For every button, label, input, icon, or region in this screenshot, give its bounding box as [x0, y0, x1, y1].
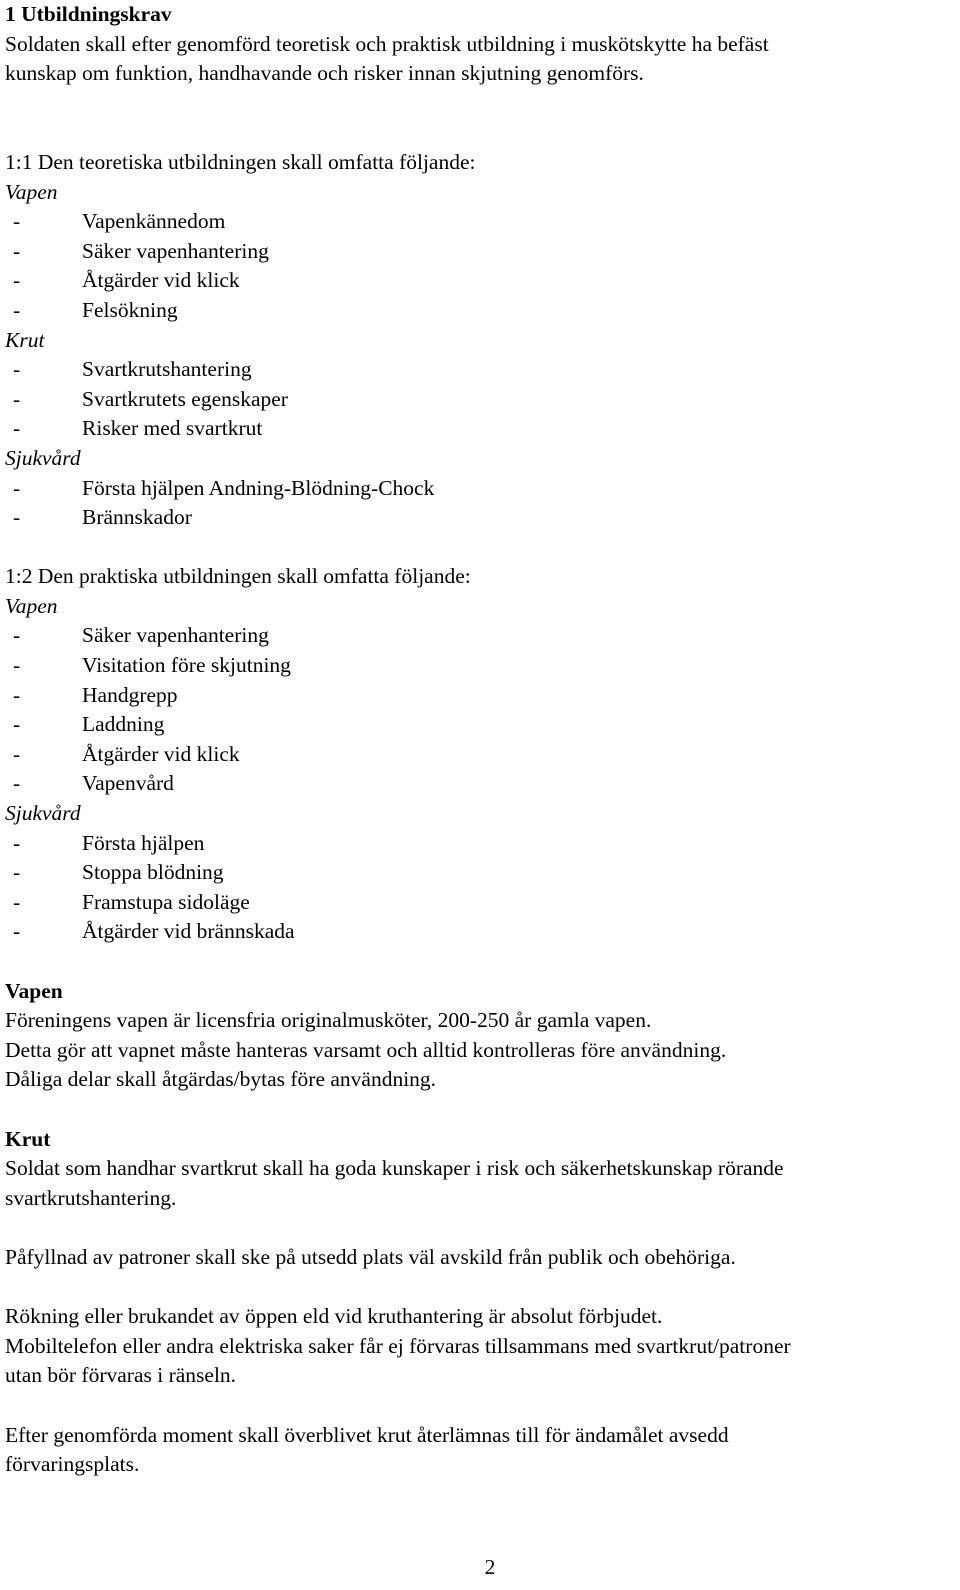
body-line: Dåliga delar skall åtgärdas/bytas före användning. — [5, 1067, 437, 1092]
list-item: - Framstupa sidoläge — [13, 889, 250, 914]
body-line: svartkrutshantering. — [5, 1185, 177, 1210]
body-line: Soldat som handhar svartkrut skall ha goda kunskaper i risk och säkerhetskunskap rörande — [5, 1156, 784, 1181]
list-item: - Åtgärder vid klick — [13, 741, 240, 766]
list-item: - Felsökning — [13, 297, 178, 322]
section-title: 1 Utbildningskrav — [5, 2, 172, 26]
body-line: förvaringsplats. — [5, 1452, 140, 1477]
list-item: - Svartkrutets egenskaper — [13, 386, 288, 411]
list-item: - Åtgärder vid klick — [13, 268, 240, 293]
intro-line: kunskap om funktion, handhavande och risker innan skjutning genomförs. — [5, 61, 644, 86]
list-item: - Första hjälpen — [13, 830, 205, 855]
list-item: - Åtgärder vid brännskada — [13, 919, 295, 944]
theory-title: 1:1 Den teoretiska utbildningen skall omfatta följande: — [5, 149, 476, 174]
body-line: Föreningens vapen är licensfria originalmusköter, 200-250 år gamla vapen. — [5, 1008, 652, 1033]
list-item: - Vapenvård — [13, 771, 174, 796]
practice-title: 1:2 Den praktiska utbildningen skall omfatta följande: — [5, 564, 471, 589]
list-item: - Handgrepp — [13, 682, 178, 707]
theory-group-krut: Krut — [5, 327, 45, 352]
krut-heading: Krut — [5, 1126, 51, 1151]
intro-line: Soldaten skall efter genomförd teoretisk och praktisk utbildning i muskötskytte ha befäst — [5, 31, 769, 56]
practice-group-vapen: Vapen — [5, 593, 58, 618]
list-item: - Visitation före skjutning — [13, 653, 291, 678]
list-item: - Vapenkännedom — [13, 209, 226, 234]
practice-group-sjukvard: Sjukvård — [5, 801, 81, 826]
list-item: - Stoppa blödning — [13, 860, 224, 885]
body-line: Detta gör att vapnet måste hanteras varsamt och alltid kontrolleras före användning. — [5, 1037, 727, 1062]
list-item: - Brännskador — [13, 505, 192, 530]
list-item: - Laddning — [13, 712, 165, 737]
body-line: utan bör förvaras i ränseln. — [5, 1363, 237, 1388]
body-line: Påfyllnad av patroner skall ske på utsedd plats väl avskild från publik och obehöriga. — [5, 1244, 736, 1269]
body-line: Efter genomförda moment skall överblivet krut återlämnas till för ändamålet avsedd — [5, 1422, 729, 1447]
document-page — [5, 0, 950, 1480]
list-item: - Svartkrutshantering — [13, 357, 252, 382]
theory-group-vapen: Vapen — [5, 179, 58, 204]
list-item: - Säker vapenhantering — [13, 238, 269, 263]
body-line: Rökning eller brukandet av öppen eld vid kruthantering är absolut förbjudet. — [5, 1304, 663, 1329]
list-item: - Första hjälpen Andning-Blödning-Chock — [13, 475, 435, 500]
list-item: - Säker vapenhantering — [13, 623, 269, 648]
vapen-heading: Vapen — [5, 978, 63, 1003]
list-item: - Risker med svartkrut — [13, 416, 263, 441]
body-line: Mobiltelefon eller andra elektriska saker får ej förvaras tillsammans med svartkrut/patroner — [5, 1333, 791, 1358]
theory-group-sjukvard: Sjukvård — [5, 445, 81, 470]
page-number: 2 — [484, 1555, 496, 1579]
